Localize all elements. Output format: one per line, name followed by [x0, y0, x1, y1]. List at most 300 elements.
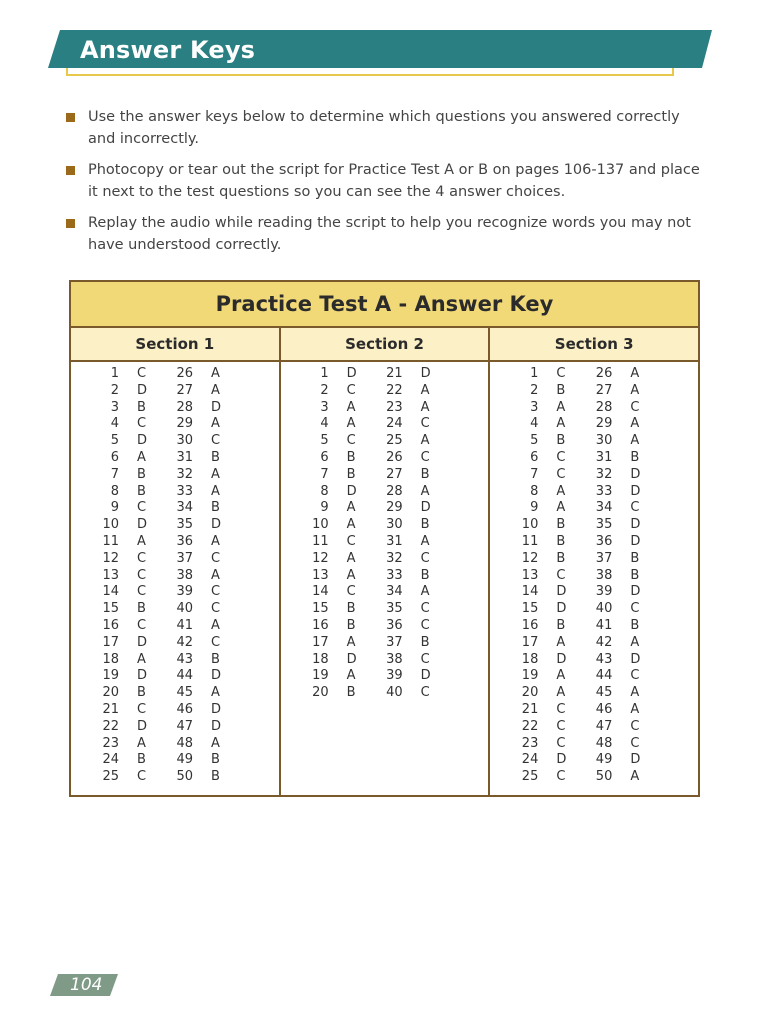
answer-letter: B [211, 449, 220, 465]
answer-row [490, 484, 698, 501]
question-number: 42 [176, 634, 193, 650]
question-number: 27 [595, 382, 613, 398]
answer-letter: C [211, 433, 221, 449]
question-number: 34 [595, 500, 613, 516]
question-number: 49 [595, 752, 613, 768]
instruction-list [66, 106, 706, 265]
question-number: 44 [595, 668, 613, 684]
answer-letter: D [211, 668, 222, 684]
answer-row [71, 668, 279, 685]
question-number: 9 [110, 500, 119, 516]
answer-letter: D [556, 651, 567, 667]
page-number: 104 [70, 975, 103, 995]
question-number: 41 [176, 617, 193, 633]
question-number: 11 [521, 533, 539, 549]
question-number: 24 [386, 416, 403, 432]
question-number: 40 [595, 601, 613, 617]
question-number: 11 [102, 533, 119, 549]
answer-key-table [69, 280, 700, 797]
question-number: 1 [530, 366, 539, 381]
question-number: 17 [521, 634, 539, 650]
question-number: 10 [521, 517, 539, 533]
question-number: 2 [110, 382, 119, 398]
answer-row [281, 584, 489, 601]
question-number: 26 [595, 366, 613, 381]
answer-letter: C [137, 584, 147, 600]
question-number: 8 [110, 483, 119, 499]
answer-row [490, 467, 698, 484]
answer-row [281, 484, 489, 501]
answer-letter: A [211, 466, 220, 482]
answer-letter: A [556, 483, 566, 499]
answer-letter: B [556, 382, 566, 398]
question-number: 10 [102, 517, 119, 533]
answer-row [490, 752, 698, 769]
question-number: 33 [595, 483, 613, 499]
section-3-answers [488, 362, 698, 795]
answer-row [490, 383, 698, 400]
answer-letter: C [137, 701, 147, 717]
answer-letter: A [630, 382, 640, 398]
answer-letter: B [420, 466, 430, 482]
question-number: 34 [386, 584, 403, 600]
question-number: 25 [386, 433, 403, 449]
answer-row [281, 517, 489, 534]
answer-letter: C [137, 416, 147, 432]
question-number: 20 [312, 685, 329, 701]
question-number: 39 [386, 668, 403, 684]
question-number: 32 [595, 466, 613, 482]
answer-letter: D [137, 718, 148, 734]
answer-letter: C [137, 366, 147, 381]
answer-row [71, 635, 279, 652]
question-number: 50 [595, 769, 613, 785]
question-number: 14 [521, 584, 539, 600]
square-bullet-icon [66, 166, 75, 175]
question-number: 16 [312, 617, 329, 633]
answer-letter: C [630, 735, 640, 751]
answer-row [490, 534, 698, 551]
answer-letter: A [211, 735, 220, 751]
answer-letter: C [556, 718, 566, 734]
answer-letter: A [137, 449, 146, 465]
question-number: 24 [102, 752, 119, 768]
answer-letter: A [211, 366, 220, 381]
question-number: 21 [102, 701, 119, 717]
answer-row [281, 450, 489, 467]
question-number: 13 [102, 567, 119, 583]
question-number: 38 [176, 567, 193, 583]
question-number: 22 [386, 382, 403, 398]
question-number: 35 [595, 517, 613, 533]
answer-letter: D [211, 399, 222, 415]
answer-row [490, 652, 698, 669]
answer-letter: C [420, 685, 430, 701]
question-number: 8 [320, 483, 329, 499]
answer-row [281, 383, 489, 400]
answer-letter: A [346, 550, 356, 566]
square-bullet-icon [66, 113, 75, 122]
answer-letter: C [556, 466, 566, 482]
question-number: 7 [320, 466, 329, 482]
answer-row [71, 702, 279, 719]
answer-letter: D [630, 584, 641, 600]
question-number: 39 [176, 584, 193, 600]
answer-letter: B [211, 651, 220, 667]
question-number: 15 [521, 601, 539, 617]
answer-letter: B [346, 601, 356, 617]
answer-letter: C [346, 382, 356, 398]
question-number: 7 [110, 466, 119, 482]
answer-letter: A [556, 416, 566, 432]
answer-letter: C [556, 701, 566, 717]
question-number: 31 [176, 449, 193, 465]
answer-row [71, 433, 279, 450]
answer-letter: B [630, 550, 640, 566]
question-number: 20 [521, 685, 539, 701]
answer-letter: A [420, 584, 430, 600]
answer-letter: C [630, 399, 640, 415]
question-number: 21 [386, 366, 403, 381]
question-number: 36 [386, 617, 403, 633]
answer-letter: B [556, 433, 566, 449]
answer-letter: A [556, 685, 566, 701]
answer-letter: A [137, 651, 146, 667]
answer-letter: C [211, 634, 221, 650]
answer-row [71, 517, 279, 534]
question-number: 31 [386, 533, 403, 549]
answer-letter: D [211, 517, 222, 533]
answer-letter: B [137, 399, 146, 415]
answer-row [71, 500, 279, 517]
answer-row [71, 685, 279, 702]
instruction-text: Replay the audio while reading the script to help you recognize words you may not have understood correctly. [88, 215, 691, 253]
answer-letter: A [346, 399, 356, 415]
answer-letter: A [211, 416, 220, 432]
answer-row [281, 601, 489, 618]
answer-row [281, 652, 489, 669]
answer-letter: B [346, 449, 356, 465]
answer-row [490, 500, 698, 517]
answer-letter: A [211, 567, 220, 583]
question-number: 13 [521, 567, 539, 583]
question-number: 46 [176, 701, 193, 717]
answer-row [490, 400, 698, 417]
question-number: 29 [595, 416, 613, 432]
answer-letter: C [137, 617, 147, 633]
answer-row [71, 652, 279, 669]
question-number: 9 [530, 500, 539, 516]
section-heading: Section 3 [488, 328, 698, 360]
answer-letter: A [211, 533, 220, 549]
answer-letter: D [211, 701, 222, 717]
question-number: 13 [312, 567, 329, 583]
square-bullet-icon [66, 219, 75, 228]
answer-letter: A [211, 617, 220, 633]
answer-letter: A [556, 634, 566, 650]
question-number: 3 [530, 399, 539, 415]
answer-row [71, 752, 279, 769]
answer-letter: C [556, 769, 566, 785]
answer-row [490, 366, 698, 383]
answer-key-body [71, 362, 698, 795]
answer-letter: C [420, 416, 430, 432]
answer-row [71, 769, 279, 786]
answer-letter: D [556, 601, 567, 617]
question-number: 36 [176, 533, 193, 549]
answer-letter: C [346, 533, 356, 549]
question-number: 38 [595, 567, 613, 583]
answer-letter: C [211, 550, 221, 566]
question-number: 22 [102, 718, 119, 734]
answer-letter: A [211, 382, 220, 398]
question-number: 29 [176, 416, 193, 432]
answer-letter: B [346, 466, 356, 482]
answer-letter: B [137, 466, 146, 482]
question-number: 19 [312, 668, 329, 684]
answer-letter: A [630, 433, 640, 449]
question-number: 37 [595, 550, 613, 566]
answer-letter: B [211, 752, 220, 768]
answer-row [71, 584, 279, 601]
page-title: Answer Keys [80, 36, 256, 64]
question-number: 28 [595, 399, 613, 415]
question-number: 3 [320, 399, 329, 415]
question-number: 41 [595, 617, 613, 633]
answer-letter: A [630, 416, 640, 432]
answer-row [281, 400, 489, 417]
answer-letter: A [630, 769, 640, 785]
answer-letter: C [420, 601, 430, 617]
answer-row [71, 551, 279, 568]
answer-key-title: Practice Test A - Answer Key [71, 282, 698, 328]
question-number: 17 [312, 634, 329, 650]
answer-row [281, 416, 489, 433]
question-number: 10 [312, 517, 329, 533]
answer-letter: B [556, 550, 566, 566]
question-number: 32 [176, 466, 193, 482]
answer-letter: C [556, 366, 566, 381]
question-number: 35 [386, 601, 403, 617]
answer-row [490, 433, 698, 450]
question-number: 4 [320, 416, 329, 432]
question-number: 26 [176, 366, 193, 381]
question-number: 8 [530, 483, 539, 499]
answer-letter: C [556, 567, 566, 583]
question-number: 18 [102, 651, 119, 667]
answer-letter: A [556, 399, 566, 415]
answer-letter: B [420, 517, 430, 533]
answer-letter: B [556, 617, 566, 633]
question-number: 24 [521, 752, 539, 768]
question-number: 18 [521, 651, 539, 667]
answer-letter: B [137, 685, 146, 701]
answer-row [71, 568, 279, 585]
answer-letter: C [137, 500, 147, 516]
answer-letter: D [630, 483, 641, 499]
answer-letter: D [630, 533, 641, 549]
question-number: 22 [521, 718, 539, 734]
question-number: 5 [110, 433, 119, 449]
answer-letter: D [346, 366, 357, 381]
answer-letter: B [630, 449, 640, 465]
question-number: 33 [176, 483, 193, 499]
answer-letter: A [137, 735, 146, 751]
answer-row [490, 601, 698, 618]
answer-letter: A [420, 433, 430, 449]
question-number: 5 [320, 433, 329, 449]
answer-letter: A [556, 500, 566, 516]
answer-letter: D [137, 433, 148, 449]
answer-row [281, 534, 489, 551]
question-number: 42 [595, 634, 613, 650]
answer-letter: A [630, 634, 640, 650]
question-number: 46 [595, 701, 613, 717]
answer-letter: C [630, 601, 640, 617]
answer-row [490, 584, 698, 601]
question-number: 25 [521, 769, 539, 785]
answer-row [490, 736, 698, 753]
answer-row [490, 416, 698, 433]
answer-letter: C [137, 769, 147, 785]
question-number: 19 [521, 668, 539, 684]
answer-row [490, 568, 698, 585]
answer-letter: D [420, 668, 431, 684]
question-number: 16 [102, 617, 119, 633]
answer-letter: C [420, 651, 430, 667]
answer-letter: A [346, 634, 356, 650]
answer-letter: D [137, 517, 148, 533]
answer-row [71, 400, 279, 417]
question-number: 30 [386, 517, 403, 533]
question-number: 9 [320, 500, 329, 516]
question-number: 43 [176, 651, 193, 667]
answer-letter: A [556, 668, 566, 684]
answer-letter: B [137, 752, 146, 768]
answer-row [281, 568, 489, 585]
answer-letter: D [556, 584, 567, 600]
answer-row [71, 416, 279, 433]
question-number: 21 [521, 701, 539, 717]
answer-letter: A [211, 685, 220, 701]
answer-row [71, 719, 279, 736]
answer-letter: C [420, 449, 430, 465]
answer-letter: A [346, 517, 356, 533]
answer-letter: D [556, 752, 567, 768]
answer-row [71, 601, 279, 618]
answer-letter: C [420, 550, 430, 566]
answer-letter: A [346, 500, 356, 516]
answer-letter: B [630, 567, 640, 583]
question-number: 27 [176, 382, 193, 398]
question-number: 7 [530, 466, 539, 482]
answer-row [281, 551, 489, 568]
question-number: 25 [102, 769, 119, 785]
answer-letter: D [630, 466, 641, 482]
question-number: 48 [595, 735, 613, 751]
answer-row [490, 702, 698, 719]
answer-letter: B [346, 685, 356, 701]
answer-row [281, 668, 489, 685]
answer-row [490, 719, 698, 736]
instruction-item [66, 159, 706, 203]
question-number: 1 [320, 366, 329, 381]
question-number: 23 [521, 735, 539, 751]
question-number: 12 [521, 550, 539, 566]
question-number: 26 [386, 449, 403, 465]
instruction-text: Use the answer keys below to determine which questions you answered correctly and incorrectly. [88, 109, 680, 147]
answer-row [281, 366, 489, 383]
question-number: 14 [102, 584, 119, 600]
question-number: 5 [530, 433, 539, 449]
section-1-answers [71, 362, 279, 795]
answer-letter: D [137, 382, 148, 398]
question-number: 31 [595, 449, 613, 465]
answer-letter: C [137, 567, 147, 583]
question-number: 16 [521, 617, 539, 633]
answer-row [490, 635, 698, 652]
answer-row [490, 618, 698, 635]
answer-letter: D [420, 366, 431, 381]
question-number: 2 [320, 382, 329, 398]
question-number: 35 [176, 517, 193, 533]
question-number: 28 [386, 483, 403, 499]
question-number: 6 [530, 449, 539, 465]
answer-letter: C [211, 584, 221, 600]
question-number: 30 [595, 433, 613, 449]
answer-row [281, 635, 489, 652]
answer-letter: C [211, 601, 221, 617]
answer-letter: D [346, 483, 357, 499]
answer-letter: D [137, 634, 148, 650]
question-number: 14 [312, 584, 329, 600]
answer-row [490, 551, 698, 568]
answer-letter: D [420, 500, 431, 516]
question-number: 38 [386, 651, 403, 667]
answer-row [490, 769, 698, 786]
question-number: 1 [110, 366, 119, 381]
question-number: 32 [386, 550, 403, 566]
answer-letter: C [630, 718, 640, 734]
answer-letter: B [211, 769, 220, 785]
question-number: 50 [176, 769, 193, 785]
answer-letter: C [346, 584, 356, 600]
section-heading: Section 2 [279, 328, 489, 360]
section-2-answers [279, 362, 489, 795]
answer-letter: D [346, 651, 357, 667]
question-number: 15 [102, 601, 119, 617]
answer-letter: A [420, 483, 430, 499]
answer-letter: A [137, 533, 146, 549]
answer-row [490, 517, 698, 534]
question-number: 18 [312, 651, 329, 667]
answer-row [490, 685, 698, 702]
question-number: 4 [530, 416, 539, 432]
section-headings [71, 328, 698, 362]
answer-letter: D [630, 752, 641, 768]
answer-letter: B [556, 533, 566, 549]
answer-letter: C [630, 500, 640, 516]
question-number: 27 [386, 466, 403, 482]
answer-letter: A [346, 416, 356, 432]
answer-row [490, 668, 698, 685]
question-number: 19 [102, 668, 119, 684]
answer-letter: A [420, 399, 430, 415]
answer-letter: A [346, 668, 356, 684]
answer-letter: C [630, 668, 640, 684]
question-number: 44 [176, 668, 193, 684]
answer-letter: A [420, 382, 430, 398]
